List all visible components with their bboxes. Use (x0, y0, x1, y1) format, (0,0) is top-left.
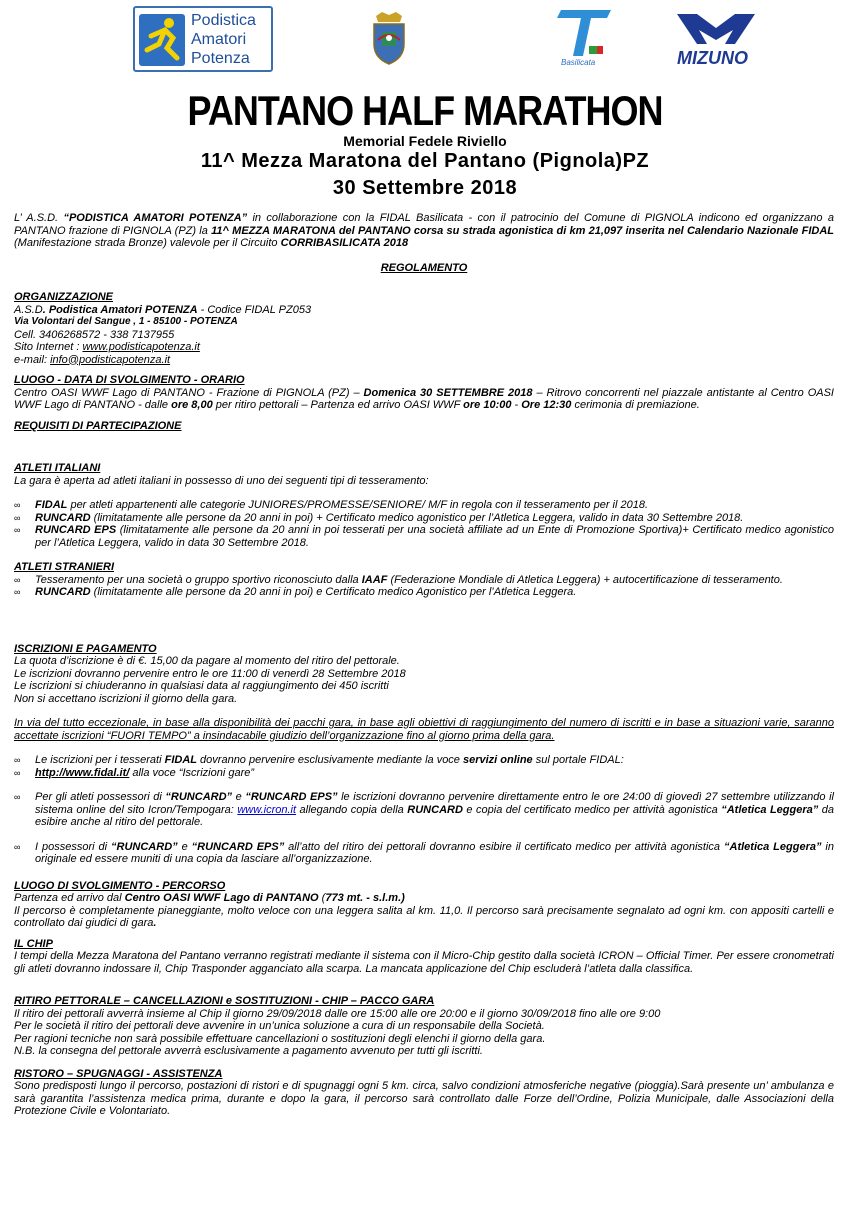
list-item: ∞ RUNCARD (limitatamente alle persone da 20 anni in poi) e Certificato medico Agonistico per l’Atletica Leggera. (14, 586, 577, 598)
fidal-subtitle: Basilicata (561, 58, 596, 67)
iscrizioni-list (14, 754, 834, 866)
regolamento-heading: REGOLAMENTO (380, 261, 468, 274)
list-item: ∞ RUNCARD EPS (limitatamente alle persone da 20 anni in poi tesserati per una società affiliate ad un Ente di Promozione Sportiva)+ Certificato medico agonistico per l’Atletica Leggera, valido in data 30 Settembre 2018. (14, 524, 834, 549)
ristoro-heading: RISTORO – SPUGNAGGI - ASSISTENZA (14, 1067, 223, 1080)
fidal-icon (551, 8, 621, 58)
logo-bar (0, 0, 850, 88)
percorso-heading: LUOGO DI SVOLGIMENTO - PERCORSO (14, 879, 226, 892)
iscrizioni-line-1: La quota d’iscrizione è di €. 15,00 da pagare al momento del ritiro del pettorale. (14, 655, 400, 667)
iscrizioni-heading: ISCRIZIONI E PAGAMENTO (14, 642, 157, 655)
italiani-list (14, 499, 834, 549)
ritiro-line-3: Per ragioni tecniche non sarà possibile effettuare cancellazioni o sostituzioni degli elenchi il giorno della gara. (14, 1032, 546, 1045)
mizuno-logo (675, 10, 757, 72)
runner-icon (139, 14, 185, 66)
percorso-description: Il percorso è completamente pianeggiante, molto veloce con una leggera salita al km. 11,0. Il percorso sarà precisamente segnalato ad ogni km. con appositi cartelli e controllato dai giudici di gara. (14, 904, 834, 929)
ritiro-line-2: Per le società il ritiro dei pettorali deve avvenire in un’unica soluzione a cura di un responsabile della Società. (14, 1020, 545, 1032)
italiani-heading: ATLETI ITALIANI (14, 462, 101, 474)
org-heading: ORGANIZZAZIONE (14, 291, 113, 303)
org-phone: Cell. 3406268572 - 338 7137955 (14, 328, 175, 341)
list-item: ∞ FIDAL per atleti appartenenti alle categorie JUNIORES/PROMESSE/SENIORE/ M/F in regola con il tesseramento per il 2018. (14, 499, 649, 511)
list-item: ∞ Le iscrizioni per i tesserati FIDAL dovranno pervenire esclusivamente mediante la voce servizi online sul portale FIDAL: (14, 754, 624, 766)
iscrizioni-line-3: Le iscrizioni si chiuderanno in qualsiasi data al raggiungimento dei 450 iscritti (14, 680, 389, 692)
ritiro-line-1: Il ritiro dei pettorali avverrà insieme al Chip il giorno 29/09/2018 dalle ore 15:00 alle ore 20:00 e il giorno 30/09/2018 fino alle ore 9:00 (14, 1007, 661, 1020)
pap-logo-text: Podistica Amatori Potenza (191, 12, 256, 67)
race-subtitle: 11^ Mezza Maratona del Pantano (Pignola)PZ (200, 150, 650, 172)
event-title: PANTANO HALF MARATHON (187, 86, 663, 134)
list-item: ∞ I possessori di “RUNCARD” e “RUNCARD EPS” all’atto del ritiro dei pettorali dovranno esibire il certificato medico per attività agonistica “Atletica Leggera” in originale ed essere muniti di una copia da lasciare all’organizzazione. (14, 840, 834, 865)
org-email-line: e-mail: info@podisticapotenza.it (14, 353, 171, 366)
list-item: ∞ Tesseramento per una società o gruppo sportivo riconosciuto dalla IAAF (Federazione Mondiale di Atletica Leggera) + autocertificazione di tesseramento. (14, 573, 783, 586)
luogo-heading: LUOGO - DATA DI SVOLGIMENTO - ORARIO (14, 374, 245, 386)
mizuno-runbird-icon (675, 10, 757, 48)
race-date: 30 Settembre 2018 (332, 177, 518, 199)
list-item: ∞ http://www.fidal.it/ alla voce “Iscrizioni gare” (14, 766, 255, 779)
org-address: Via Volontari del Sangue , 1 - 85100 - POTENZA (14, 316, 238, 327)
website-link[interactable]: www.podisticapotenza.it (82, 341, 200, 353)
list-item: ∞ Per gli atleti possessori di “RUNCARD” e “RUNCARD EPS” le iscrizioni dovranno pervenire direttamente entro le ore 24:00 di giovedì 27 settembre utilizzando il sistema online del sito Icron/Tempogara: www.icron.it allegando copia della RUNCARD e copia del certificato medico per attività agonistica “Atletica Leggera” da esibire anche al ritiro del pettorale. (14, 791, 834, 828)
mizuno-wordmark: MIZUNO (677, 48, 748, 68)
percorso-start: Partenza ed arrivo dal Centro OASI WWF Lago di PANTANO (773 mt. - s.l.m.) (14, 892, 405, 904)
icron-link[interactable]: www.icron.it (237, 803, 297, 816)
org-website-line: Sito Internet : www.podisticapotenza.it (14, 341, 200, 353)
iscrizioni-line-4: Non si accettano iscrizioni il giorno della gara. (14, 692, 238, 705)
pignola-crest-icon (368, 10, 410, 68)
podistica-amatori-potenza-logo (133, 6, 273, 72)
fidal-link[interactable]: http://www.fidal.it/ (35, 766, 130, 779)
ristoro-paragraph: Sono predisposti lungo il percorso, postazioni di ristori e di spugnaggi ogni 5 km. circa, salvo condizioni atmosferiche negative (pioggia).Sarà presente un’ ambulanza e sarà garantita l’assistenza medica prima, durante e dopo la gara, il percorso sarà controllato dalle Forze dell’Ordine, Polizia Municipale, dalle Associazioni della Protezione Civile e Volontariato. (14, 1080, 834, 1117)
stranieri-list (14, 574, 834, 599)
requisiti-heading: REQUISITI DI PARTECIPAZIONE (14, 419, 182, 432)
fidal-basilicata-logo (551, 8, 621, 74)
italiani-intro: La gara è aperta ad atleti italiani in possesso di uno dei seguenti tipi di tesseramento: (14, 474, 429, 487)
chip-paragraph: I tempi della Mezza Maratona del Pantano verranno registrati mediante il sistema con il Micro-Chip gestito dalla società ICRON – Official Timer. Per essere cronometrati gli atleti dovranno indossare il, Chip Trasponder agganciato alla scarpa. La mancata applicazione del Chip escluderà l’atleta dalla classifica. (14, 950, 834, 975)
regulation-body (14, 212, 834, 1118)
chip-heading: IL CHIP (14, 937, 53, 950)
fuori-tempo-paragraph: In via del tutto eccezionale, in base alla disponibilità dei pacchi gara, in base agli obiettivi di raggiungimento del numero di iscritti e in base a situazioni varie, saranno accettate iscrizioni “FUORI TEMPO” a insindacabile giudizio dell’organizzazione fino al giorno prima della gara. (14, 717, 834, 742)
ritiro-line-4: N.B. la consegna del pettorale avverrà esclusivamente a pagamento avvenuto per tutti gli iscritti. (14, 1045, 483, 1057)
intro-paragraph: L’ A.S.D. “PODISTICA AMATORI POTENZA” in collaborazione con la FIDAL Basilicata - con il patrocinio del Comune di PIGNOLA indicono ed organizzano a PANTANO frazione di PIGNOLA (PZ) la 11^ MEZZA MARATONA del PANTANO corsa su strada agonistica di km 21,097 inserita nel Calendario Nazionale FIDAL (Manifestazione strada Bronze) valevole per il Circuito CORRIBASILICATA 2018 (14, 212, 835, 249)
org-line-1: A.S.D. Podistica Amatori POTENZA - Codice FIDAL PZ053 (14, 303, 312, 316)
stranieri-heading: ATLETI STRANIERI (14, 561, 115, 573)
memorial-subtitle: Memorial Fedele Riviello (343, 133, 507, 149)
luogo-paragraph: Centro OASI WWF Lago di PANTANO - Frazione di PIGNOLA (PZ) – Domenica 30 SETTEMBRE 2018 – Ritrovo concorrenti nel piazzale antistante al Centro OASI WWF Lago di PANTANO - dalle ore 8,00 per ritiro pettorali – Partenza ed arrivo OASI WWF ore 10:00 - Ore 12:30 cerimonia di premiazione. (14, 386, 834, 411)
ritiro-heading: RITIRO PETTORALE – CANCELLAZIONI e SOSTITUZIONI - CHIP – PACCO GARA (14, 995, 435, 1007)
list-item: ∞ RUNCARD (limitatamente alle persone da 20 anni in poi) + Certificato medico agonistico per l’Atletica Leggera, valido in data 30 Settembre 2018. (14, 511, 744, 524)
iscrizioni-line-2: Le iscrizioni dovranno pervenire entro le ore 11:00 di venerdì 28 Settembre 2018 (14, 667, 406, 680)
email-link[interactable]: info@podisticapotenza.it (50, 353, 171, 366)
